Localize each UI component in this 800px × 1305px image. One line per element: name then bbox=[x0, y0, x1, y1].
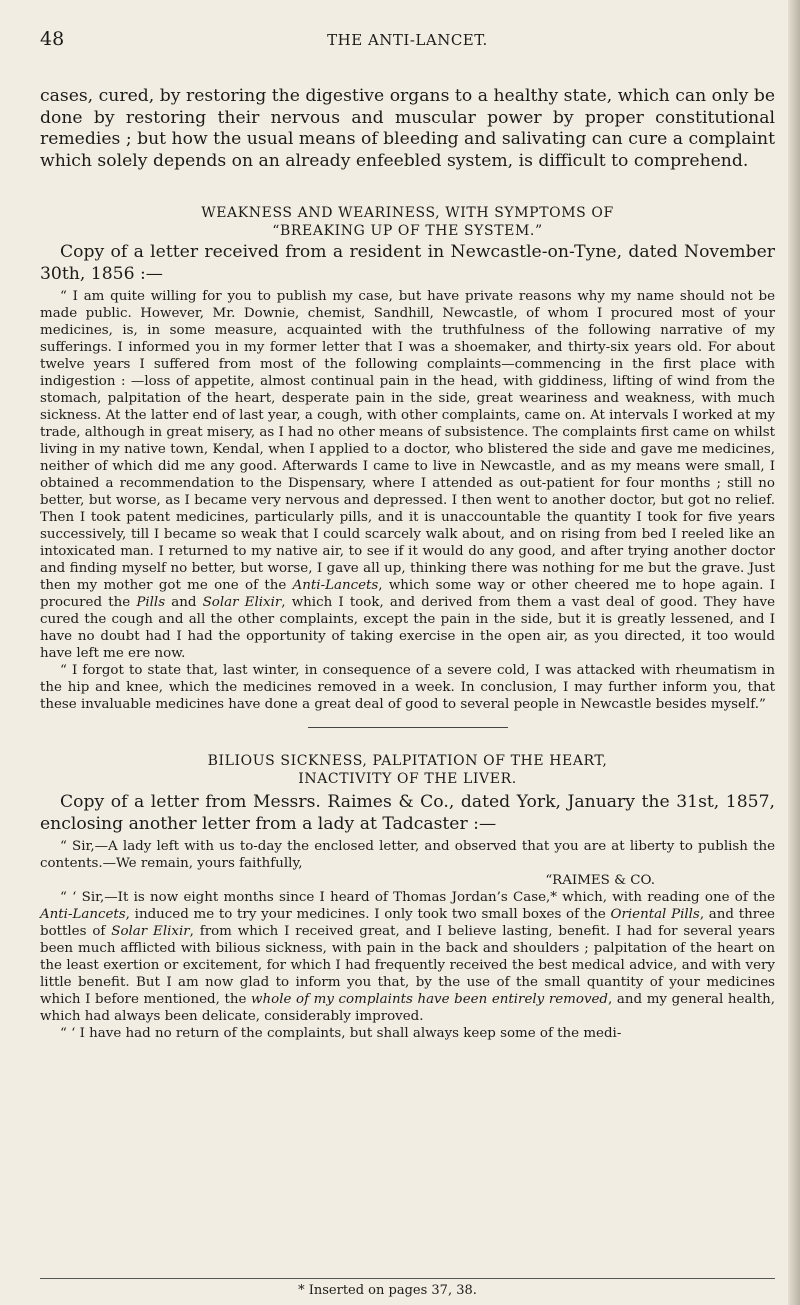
letter-text: , from which I received great, and I believe lasting, benefit. I had for several years been much afflicted with bilious sickness, with pain in the back and shoulders ; palpitation of the heart on the least exertion or excitement, for which I had frequently received the best medical advice, and with very little benefit. But I am now glad to inform you that, by the use of the small quantity of your medicines which I before mentioned, the bbox=[40, 924, 775, 1007]
footnote-rule bbox=[40, 1278, 775, 1279]
letter-text: , which I took, and derived from them a vast deal of good. They have cured the cough and all the other complaints, except the pain in the side, but it is greatly lessened, and I have no doubt had I had the opportunity of taking exercise in the open air, as you directed, it too would have left me ere now. bbox=[40, 595, 775, 661]
running-head: THE ANTI-LANCET. bbox=[327, 31, 488, 49]
letter-body bbox=[40, 889, 775, 1025]
letter-text: “ I am quite willing for you to publish my case, but have private reasons why my name should not be made public. However, Mr. Downie, chemist, Sandhill, Newcastle, of whom I procured most of your medicines, is, in some measure, acquainted with the truthfulness of the following narrative of my sufferings. I informed you in my former letter that I was a shoemaker, and thirty-six years old. For about twelve years I suffered from most of the following complaints—commencing in the first place with indigestion : —loss of appetite, almost continual pain in the head, with giddiness, lifting of wind from the stomach, palpitation of the heart, desperate pain in the side, great weariness and weakness, with much sickness. At the latter end of last year, a cough, with other complaints, came on. At intervals I worked at my trade, although in great misery, as I had no other means of subsistence. The complaints first came on whilst living in my native town, Kendal, when I applied to a doctor, who blistered the side and gave me medicines, neither of which did me any good. Afterwards I came to live in Newcastle, and as my means were small, I obtained a recommendation to the Dispensary, where I attended as out-patient for four months ; still no better, but worse, as I became very nervous and depressed. I then went to another doctor, but got no relief. Then I took patent medicines, particularly pills, and it is unaccountable the quantity I took for five years successively, till I became so weak that I could scarcely walk about, and on rising from bed I reeled like an intoxicated man. I returned to my native air, to see if it would do any good, and after trying another doctor and finding myself no better, but worse, I gave all up, thinking there was nothing for me but the grave. Just then my mother got me one of the bbox=[40, 289, 775, 593]
letter-text: , induced me to try your medicines. I only took two small boxes of the bbox=[125, 907, 611, 922]
letter-postscript: “ I forgot to state that, last winter, in consequence of a severe cold, I was attacked with rheumatism in the hip and knee, which the medicines removed in a week. In conclusion, I may further inform you, that these invaluable medicines have done a great deal of good to several people in Newcastle besides myself.” bbox=[40, 663, 775, 712]
letter-text: and bbox=[165, 595, 203, 610]
letter-text: , and three bottles of bbox=[40, 907, 775, 939]
letter-text: , and my general health, which had always been delicate, considerably improved. bbox=[40, 992, 775, 1024]
opening-paragraph: cases, cured, by restoring the digestive organs to a healthy state, which can only be done by restoring their nervous and muscular power by proper constitutional remedies ; but how the usual means of bleeding and salivating can cure a complaint which solely depends on an already enfeebled system, is difficult to comprehend. bbox=[40, 86, 775, 171]
letter-intro: Copy of a letter from Messrs. Raimes & Co., dated York, January the 31st, 1857, enclosing another letter from a lady at Tadcaster :— bbox=[40, 792, 775, 834]
letter-text: “ ‘ Sir,—It is now eight months since I heard of Thomas Jordan’s Case,* which, with reading one of the bbox=[60, 890, 775, 905]
section-heading-line: WEAKNESS AND WEARINESS, WITH SYMPTOMS OF bbox=[201, 205, 614, 221]
section-heading-bilious bbox=[40, 752, 775, 788]
emphasis-text: Anti-Lancets bbox=[40, 907, 126, 922]
section-heading-line: BILIOUS SICKNESS, PALPITATION OF THE HEART, bbox=[207, 753, 608, 769]
letter-intro: Copy of a letter received from a resident in Newcastle-on-Tyne, dated November 30th, 1856 :— bbox=[40, 242, 775, 284]
emphasis-text: whole of my complaints have been entirely removed bbox=[251, 992, 608, 1007]
page-header bbox=[40, 28, 775, 58]
emphasis-text: Pills bbox=[136, 595, 166, 610]
letter-continuation: “ ‘ I have had no return of the complaints, but shall always keep some of the medi- bbox=[60, 1026, 622, 1041]
page-number: 48 bbox=[40, 28, 65, 50]
section-divider bbox=[308, 727, 508, 728]
signature: “RAIMES & CO. bbox=[545, 873, 655, 888]
page-edge bbox=[788, 0, 800, 1305]
section-heading-weakness bbox=[40, 204, 775, 240]
section-heading-line: “BREAKING UP OF THE SYSTEM.” bbox=[272, 223, 543, 239]
page-body bbox=[40, 86, 775, 1042]
cover-note: “ Sir,—A lady left with us to-day the enclosed letter, and observed that you are at liberty to publish the contents.—We remain, yours faithfully, bbox=[40, 839, 775, 871]
letter-body bbox=[40, 288, 775, 662]
emphasis-text: Solar Elixir bbox=[111, 924, 190, 939]
emphasis-text: Oriental Pills bbox=[610, 907, 700, 922]
letter-text: , which some way or other cheered me to hope again. I procured the bbox=[40, 578, 775, 610]
footnote: * Inserted on pages 37, 38. bbox=[298, 1283, 477, 1298]
section-heading-line: INACTIVITY OF THE LIVER. bbox=[298, 771, 517, 787]
emphasis-text: Solar Elixir bbox=[202, 595, 282, 610]
emphasis-text: Anti-Lancets bbox=[292, 578, 379, 593]
